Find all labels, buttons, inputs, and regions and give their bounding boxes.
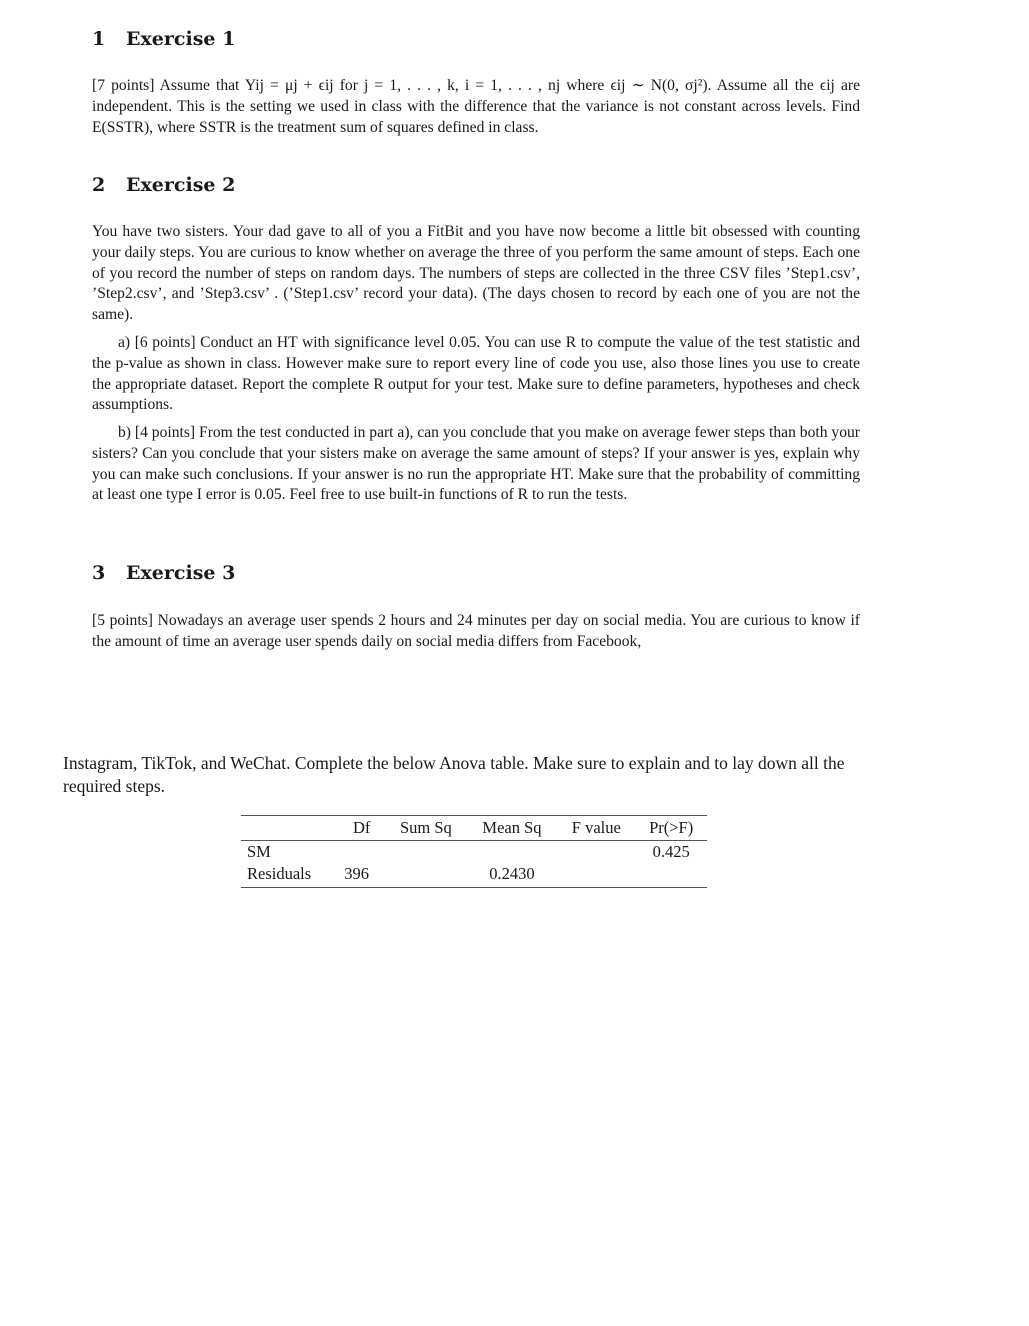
exercise-3-text: [5 points] Nowadays an average user spends 2 hours and 24 minutes per day on social media. You are curious to know if the amount of time an average user spends daily on social media differs from Facebook, xyxy=(92,612,860,650)
cell-f-value xyxy=(557,863,635,888)
exercise-2-part-b: b) [4 points] From the test conducted in part a), can you conclude that you make on average fewer steps than both your sisters? Can you conclude that your sisters make on average the same amount of steps? If your answer is yes, explain why you can make such conclusions. If your answer is no run the appropriate HT. Make sure that the probability of committing at least one type I error is 0.05. Feel free to use built-in functions of R to run the tests. xyxy=(92,424,860,504)
anova-table xyxy=(241,815,707,888)
section-3-heading xyxy=(92,562,235,584)
cell-df xyxy=(338,841,385,864)
cell-sum-sq xyxy=(385,841,466,864)
header-f-value: F value xyxy=(557,816,635,841)
section-2-heading xyxy=(92,174,235,196)
table-row xyxy=(241,841,707,864)
header-empty xyxy=(241,816,338,841)
exercise-2-part-a: a) [6 points] Conduct an HT with significance level 0.05. You can use R to compute the value of the test statistic and the p-value as shown in class. However make sure to report every line of code you use, also those lines you use to create the appropriate dataset. Report the complete R output for your test. Make sure to define parameters, hypotheses and check assumptions. xyxy=(92,334,860,414)
section-number: 3 xyxy=(92,562,106,584)
anova-header-row xyxy=(241,816,707,841)
cell-pr-f xyxy=(635,863,707,888)
table-row xyxy=(241,863,707,888)
row-label: SM xyxy=(247,842,271,861)
section-title: Exercise 3 xyxy=(126,562,236,584)
header-sum-sq: Sum Sq xyxy=(385,816,466,841)
cell-mean-sq: 0.2430 xyxy=(467,863,558,888)
exercise-1-text: [7 points] Assume that Yij = μj + ϵij for j = 1, . . . , k, i = 1, . . . , nj where ϵij ∼ N(0, σj²). Assume all the ϵij are independent. This is the setting we used in class with the difference that the variance is not constant across levels. Find E(SSTR), where SSTR is the treatment sum of squares defined in class. xyxy=(92,77,860,136)
cell-sum-sq xyxy=(385,863,466,888)
section-1-heading xyxy=(92,28,235,50)
exercise-2-intro: You have two sisters. Your dad gave to all of you a FitBit and you have now become a little bit obsessed with counting your daily steps. You are curious to know whether on average the three of you perform the same amount of steps. Each one of you record the number of steps on random days. The numbers of steps are collected in the three CSV files ’Step1.csv’, ’Step2.csv’, and ’Step3.csv’ . (’Step1.csv’ record your data). (The days chosen to record by each one of you are not the same). xyxy=(92,223,860,324)
section-title: Exercise 2 xyxy=(126,174,236,196)
header-df: Df xyxy=(338,816,385,841)
section-number: 2 xyxy=(92,174,106,196)
row-label: Residuals xyxy=(241,863,338,888)
cell-mean-sq xyxy=(467,841,558,864)
cell-df: 396 xyxy=(338,863,385,888)
section-title: Exercise 1 xyxy=(126,28,236,50)
cell-pr-f: 0.425 xyxy=(652,842,690,861)
header-mean-sq: Mean Sq xyxy=(467,816,558,841)
exercise-3-continuation: Instagram, TikTok, and WeChat. Complete the below Anova table. Make sure to explain and to lay down all the required steps. xyxy=(63,753,845,796)
cell-f-value xyxy=(557,841,635,864)
section-number: 1 xyxy=(92,28,106,50)
header-pr-f: Pr(>F) xyxy=(635,816,707,841)
